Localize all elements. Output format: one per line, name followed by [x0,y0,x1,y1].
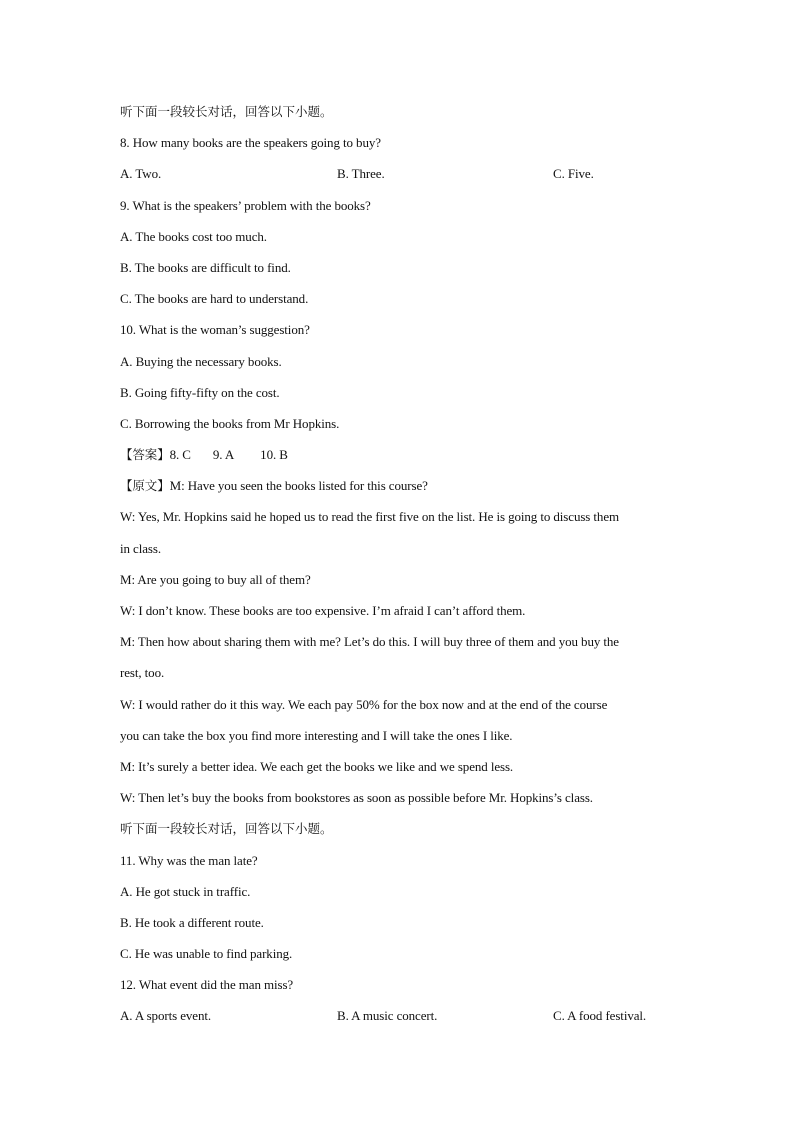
document-page [120,101,680,1037]
option-c: C. Borrowing the books from Mr Hopkins. [120,415,340,431]
question-10: 10. What is the woman’s suggestion? [120,322,310,338]
option-c: C. A food festival. [553,1008,647,1024]
option-a: A. Buying the necessary books. [120,353,282,369]
question-9: 9. What is the speakers’ problem with the books? [120,197,371,213]
transcript-line: W: I would rather do it this way. We each pay 50% for the box now and at the end of the course [120,696,608,712]
transcript-line: W: Then let’s buy the books from bookstores as soon as possible before Mr. Hopkins’s class. [120,790,593,806]
answer-key [120,444,680,475]
question-8-options [120,163,680,194]
option-c: C. He was unable to find parking. [120,946,293,962]
option-b: B. Three. [337,166,385,182]
section-intro: 听下面一段较长对话，回答以下小题。 [120,104,333,119]
transcript-line: M: Have you seen the books listed for this course? [169,478,428,494]
question-8: 8. How many books are the speakers going to buy? [120,135,381,151]
option-c: C. The books are hard to understand. [120,291,309,307]
question-12: 12. What event did the man miss? [120,977,294,993]
transcript-line: W: Yes, Mr. Hopkins said he hoped us to read the first five on the list. He is going to discuss them [120,509,620,525]
transcript-line: M: It’s surely a better idea. We each get the books we like and we spend less. [120,758,514,774]
option-a: A. He got stuck in traffic. [120,883,251,899]
option-b: B. A music concert. [337,1008,438,1024]
option-a: A. The books cost too much. [120,228,267,244]
transcript-first-line [120,475,680,506]
transcript-line: in class. [120,540,161,556]
transcript-tag: 【原文】 [120,478,170,494]
question-12-options [120,1005,680,1036]
transcript-line: M: Are you going to buy all of them? [120,571,311,587]
answer-10: 10. B [260,447,288,463]
answer-9: 9. A [212,447,235,463]
option-b: B. The books are difficult to find. [120,259,291,275]
answer-8: 8. C [169,447,191,463]
transcript-line: you can take the box you find more interesting and I will take the ones I like. [120,727,513,743]
transcript-line: W: I don’t know. These books are too expensive. I’m afraid I can’t afford them. [120,603,526,618]
option-a: A. Two. [120,166,162,182]
option-b: B. Going fifty-fifty on the cost. [120,384,280,400]
section-intro: 听下面一段较长对话，回答以下小题。 [120,821,333,837]
answer-tag: 【答案】 [120,447,170,463]
question-11: 11. Why was the man late? [120,852,258,868]
transcript-line: M: Then how about sharing them with me? Let’s do this. I will buy three of them and you buy the [120,634,619,650]
option-c: C. Five. [553,166,594,182]
option-a: A. A sports event. [120,1008,212,1024]
transcript-line: rest, too. [120,665,165,681]
option-b: B. He took a different route. [120,914,264,930]
